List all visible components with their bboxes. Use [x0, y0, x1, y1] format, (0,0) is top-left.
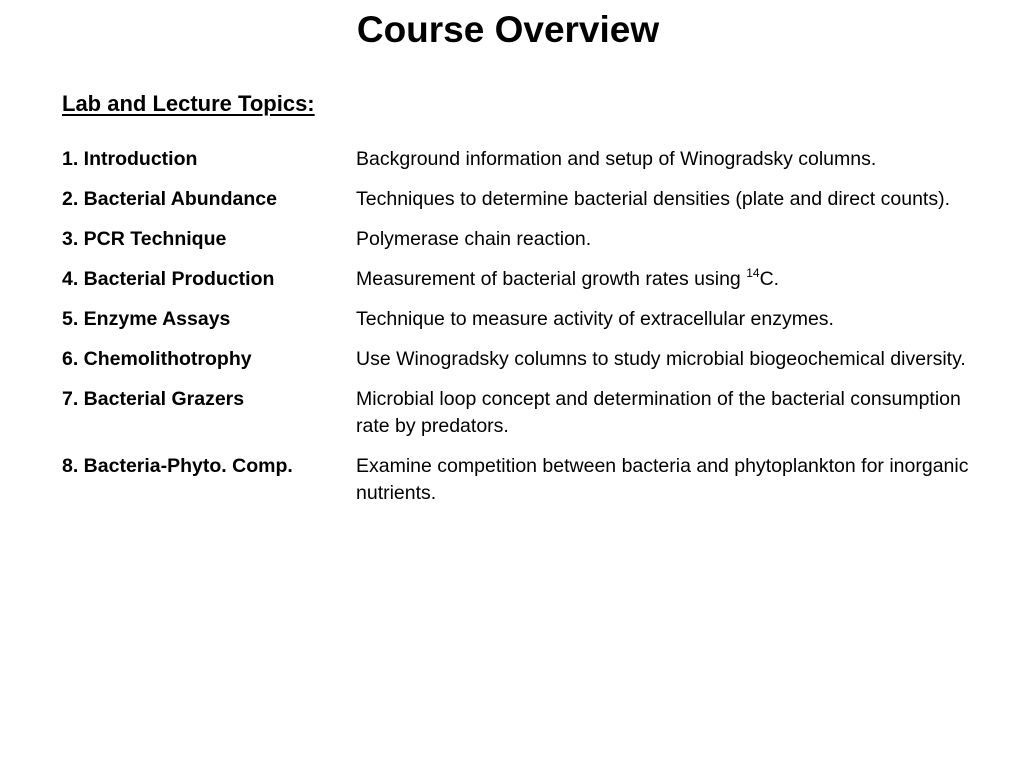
- topic-row-bacterial-grazers: [62, 386, 982, 440]
- topic-name: 4. Bacterial Production: [62, 268, 275, 290]
- topic-description: Examine competition between bacteria and phytoplankton for inorganic nutrients.: [356, 455, 969, 504]
- topic-name: 8. Bacteria-Phyto. Comp.: [62, 455, 293, 477]
- topic-description-text: Measurement of bacterial growth rates using: [356, 268, 747, 290]
- topic-name: 1. Introduction: [62, 148, 198, 170]
- topic-name: 7. Bacterial Grazers: [62, 388, 245, 410]
- topic-row-introduction: [62, 146, 982, 173]
- topic-description: Polymerase chain reaction.: [356, 228, 592, 250]
- section-heading: Lab and Lecture Topics:: [62, 91, 315, 116]
- topic-row-bacterial-abundance: [62, 186, 982, 213]
- topic-list: [62, 146, 982, 520]
- topic-name: 2. Bacterial Abundance: [62, 188, 277, 210]
- topic-row-enzyme-assays: [62, 306, 982, 333]
- topic-description: Techniques to determine bacterial densities (plate and direct counts).: [356, 188, 950, 210]
- topic-description: [356, 266, 982, 293]
- topic-row-bacteria-phyto-comp: [62, 453, 982, 507]
- topic-row-bacterial-production: [62, 266, 982, 293]
- topic-row-pcr-technique: [62, 226, 982, 253]
- topic-name: 6. Chemolithotrophy: [62, 348, 252, 370]
- topic-description: Use Winogradsky columns to study microbial biogeochemical diversity.: [356, 348, 966, 370]
- topic-description: Background information and setup of Winogradsky columns.: [356, 148, 877, 170]
- isotope-superscript: 14: [746, 265, 760, 280]
- topic-description: Microbial loop concept and determination of the bacterial consumption rate by predators.: [356, 388, 961, 437]
- slide-title: Course Overview: [356, 9, 660, 50]
- topic-name: 3. PCR Technique: [62, 228, 227, 250]
- topic-name: 5. Enzyme Assays: [62, 308, 231, 330]
- topic-row-chemolithotrophy: [62, 346, 982, 373]
- topic-description: Technique to measure activity of extracellular enzymes.: [356, 308, 834, 330]
- topic-description-suffix: C.: [759, 268, 780, 290]
